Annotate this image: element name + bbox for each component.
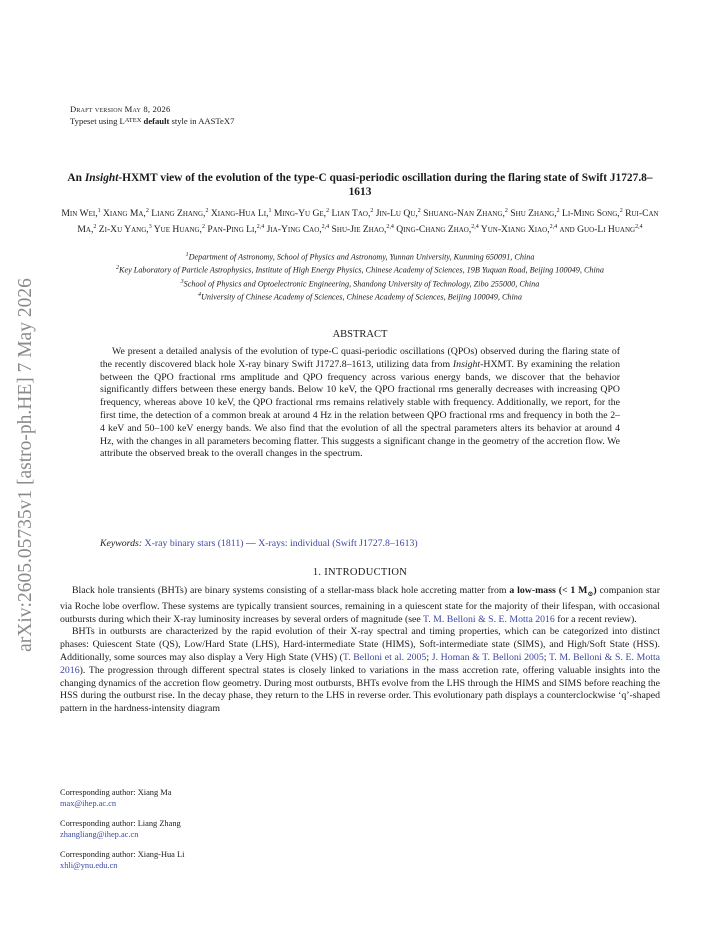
author-name: Min Wei,	[61, 208, 98, 220]
author-affiliation-marker: 2,4	[549, 223, 558, 230]
author-affiliation-marker: 2	[201, 223, 205, 230]
citation-link[interactable]: T. Belloni et al. 2005	[342, 651, 427, 663]
author-affiliation-marker: 1	[97, 208, 101, 214]
author-affiliation-marker: 2	[417, 208, 421, 214]
author-list	[58, 205, 662, 236]
corresponding-author: Corresponding author: Xiang-Hua Li xhli@ynu.edu.cn	[60, 850, 185, 870]
paper-title: An Insight-HXMT view of the evolution of the type-C quasi-periodic oscillation during the flaring state of Swift J1727.8–1613	[67, 172, 653, 198]
author-name: Zi-Xu Yang,	[96, 223, 149, 235]
author-name: Xiang-Hua Li,	[208, 208, 269, 220]
author-affiliation-marker: 2	[556, 208, 560, 214]
author-affiliation-marker: 2	[504, 208, 508, 214]
author-affiliation-marker: 2,4	[256, 223, 265, 230]
author-name: Li-Ming Song,	[559, 208, 620, 220]
author-affiliation-marker: 2	[205, 208, 209, 214]
author-affiliation-marker: 2,4	[635, 223, 643, 230]
affiliation: $^4$University of Chinese Academy of Sciences, Chinese Academy of Sciences, Beijing 100049, China	[198, 291, 522, 302]
arxiv-stamp-text: arXiv:2605.05735v1 [astro-ph.HE] 7 May 2026	[15, 278, 37, 652]
introduction-body	[60, 585, 660, 716]
keywords: Keywords: X-ray binary stars (1811) — X-rays: individual (Swift J1727.8–1613)	[100, 538, 418, 549]
author-affiliation-marker: 2	[370, 208, 374, 214]
affiliation-list	[58, 250, 662, 303]
author-name: Shuang-Nan Zhang,	[420, 208, 505, 220]
email-link[interactable]: max@ihep.ac.cn	[60, 799, 117, 808]
author-name: Liang Zhang,	[148, 208, 206, 220]
author-name: Qing-Chang Zhao,	[393, 223, 472, 235]
corresponding-author: Corresponding author: Xiang Ma max@ihep.ac.cn	[60, 787, 184, 809]
author-name: Yun-Xiang Xiao,	[478, 223, 550, 235]
author-affiliation-marker: 2,4	[386, 223, 394, 230]
arxiv-stamp	[8, 230, 44, 700]
author-name: Lian Tao,	[329, 208, 371, 220]
author-name: and Guo-Li Huang	[557, 223, 636, 235]
keyword-link-xrays-individual[interactable]: X-rays: individual (Swift J1727.8–1613)	[258, 538, 418, 549]
affiliation: $^2$Key Laboratory of Particle Astrophysics, Institute of High Energy Physics, Chinese Academy of Sciences, 19B Yuquan Road, Beijing 100049, China	[116, 265, 604, 276]
section-heading-introduction: 1. INTRODUCTION	[312, 567, 408, 578]
author-affiliation-marker: 2,4	[321, 223, 330, 230]
author-name: Yue Huang,	[151, 223, 202, 235]
author-affiliation-marker: 2	[145, 208, 149, 214]
email-link[interactable]: xhli@ynu.edu.cn	[60, 861, 118, 870]
intro-paragraph: BHTs in outbursts are characterized by the rapid evolution of their X-ray spectral and timing properties, which can be categorized into distinct phases: Quiescent State (QS), Low/Hard State (LHS), Hard-intermediate State (HIMS), Soft-intermediate state (SIMS), and High/Soft State (HSS). Additionally, some sources may also display a Very High State (VHS) (T. Belloni et al. 2005; J. Homan & T. Belloni 2005; T. M. Belloni & S. E. Motta 2016). The progression through different spectral states is closely linked to variations in the mass accretion rate, offering valuable insights into the changing dynamics of the accretion flow geometry. During most outbursts, BHTs evolve from the LHS through the HIMS and SIMS before reaching the HSS during the outburst rise. In the decay phase, they return to the LHS in reverse order. This evolutionary path displays a counterclockwise ‘q’-shaped pattern in the hardness-intensity diagram	[60, 626, 661, 715]
author-name: Jia-Ying Cao,	[264, 223, 322, 235]
typeset-line: Typeset using $L^{ATEX}$ default style in AASTeX7	[70, 116, 235, 126]
author-name: Xiang Ma,	[100, 208, 146, 220]
author-affiliation-marker: 2	[326, 208, 330, 214]
citation-link[interactable]: T. M. Belloni & S. E. Motta 2016	[423, 613, 555, 625]
preprint-header	[70, 104, 234, 127]
affiliation: $^3$School of Physics and Optoelectronic Engineering, Shandong University of Technology, Zibo 255000, China	[180, 278, 540, 289]
draft-version: Draft version May 8, 2026	[70, 104, 171, 114]
author-affiliation-marker: 2	[93, 223, 97, 230]
author-name: Ming-Yu Ge,	[271, 208, 327, 220]
author-affiliation-marker: 1	[268, 208, 272, 214]
citation-link[interactable]: T. M. Belloni & S. E. Motta 2016	[60, 651, 661, 676]
keyword-link-xray-binary[interactable]: X-ray binary stars (1811)	[144, 538, 244, 549]
author-name: Pan-Ping Li,	[204, 223, 257, 235]
author-affiliation-marker: 2,4	[471, 223, 479, 230]
citation-link[interactable]: J. Homan & T. Belloni 2005	[431, 651, 544, 663]
author-name: Shu Zhang,	[507, 208, 557, 220]
author-name: Shu-Jie Zhao,	[329, 223, 387, 235]
affiliation: $^1$Department of Astronomy, School of Physics and Astronomy, Yunnan University, Kunming 650091, China	[185, 252, 535, 262]
email-link[interactable]: zhangliang@ihep.ac.cn	[60, 830, 139, 839]
abstract-heading: ABSTRACT	[332, 329, 388, 340]
corresponding-author: Corresponding author: Liang Zhang zhangliang@ihep.ac.cn	[60, 818, 184, 840]
abstract-body: We present a detailed analysis of the evolution of type-C quasi-periodic oscillations (QPOs) observed during the flaring state of the recently discovered black hole X-ray binary Swift J1727.8–1613, utilizing data from Insight-HXMT. By examining the relation between the QPO fractional rms amplitude and QPO frequency across various energy bands, we discover that the behavior significantly differs between these energy bands. Below 10 keV, the QPO fractional rms generally decreases with increasing QPO frequency, whereas above 10 keV, the QPO fractional rms remains relatively stable with frequency. Additionally, we report, for the first time, the detection of a common break at around 4 Hz in the relation between QPO fractional rms and frequency in both the 2–4 keV and 50–100 keV energy bands. We also find that the evolution of all the spectral parameters alters its behavior at around 4 Hz, with the changes in all parameters becoming flatter. This suggests a significant change in the geometry of the accretion flow. We attribute the observed break to the overall changes in the spectrum.	[100, 346, 620, 460]
intro-paragraph: Black hole transients (BHTs) are binary systems consisting of a stellar-mass black hole accreting matter from a low-mass (< 1 $M_⊙$) companion star via Roche lobe overflow. These systems are typically transient sources, remaining in a quiescent state for the majority of their lifespan, with occasional outbursts during which their X-ray luminosity increases by several orders of magnitude (see T. M. Belloni & S. E. Motta 2016 for a recent review).	[60, 585, 661, 625]
author-name: Rui-Can Ma,	[77, 208, 659, 235]
author-affiliation-marker: 3	[148, 223, 152, 230]
author-affiliation-marker: 2	[619, 208, 623, 214]
corresponding-authors	[60, 787, 184, 880]
author-name: Jin-Lu Qu,	[373, 208, 418, 220]
